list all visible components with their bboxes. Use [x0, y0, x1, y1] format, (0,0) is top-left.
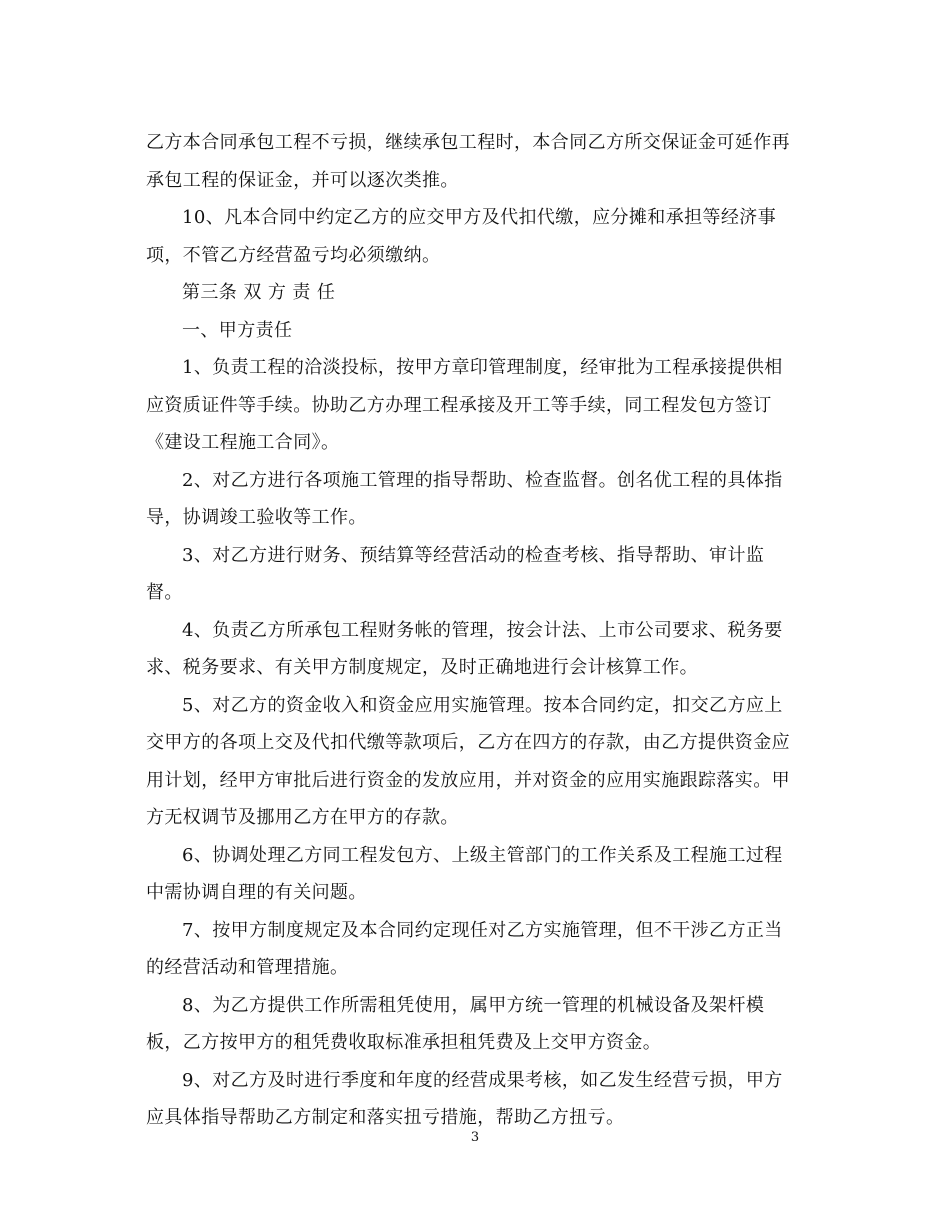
item-8-line: 8、为乙方提供工作所需租凭使用，属甲方统一管理的机械设备及架杆模	[182, 994, 765, 1016]
body-line: 方无权调节及挪用乙方在甲方的存款。	[146, 807, 459, 828]
body-line: 导，协调竣工验收等工作。	[146, 507, 367, 528]
body-line: 中需协调自理的有关问题。	[146, 882, 367, 903]
document-body	[146, 124, 806, 1137]
body-line: 应具体指导帮助乙方制定和落实扭亏措施，帮助乙方扭亏。	[146, 1107, 625, 1128]
item-6-line: 6、协调处理乙方同工程发包方、上级主管部门的工作关系及工程施工过程	[182, 844, 783, 866]
body-line: 的经营活动和管理措施。	[146, 957, 349, 978]
clause-10-line: 10、凡本合同中约定乙方的应交甲方及代扣代缴，应分摊和承担等经济事	[182, 207, 777, 228]
item-4-line: 4、负责乙方所承包工程财务帐的管理，按会计法、上市公司要求、税务要	[182, 619, 783, 641]
body-line: 《建设工程施工合同》。	[146, 432, 340, 453]
body-line: 应资质证件等手续。协助乙方办理工程承接及开工等手续，同工程发包方签订	[146, 394, 772, 416]
section-heading: 第三条 双 方 责 任	[182, 282, 336, 303]
subsection-heading: 一、甲方责任	[182, 319, 293, 341]
body-line: 督。	[146, 582, 183, 603]
item-7-line: 7、按甲方制度规定及本合同约定现任对乙方实施管理，但不干涉乙方正当	[182, 919, 783, 941]
item-3-line: 3、对乙方进行财务、预结算等经营活动的检查考核、指导帮助、审计监	[182, 544, 765, 566]
item-5-line: 5、对乙方的资金收入和资金应用实施管理。按本合同约定，扣交乙方应上	[182, 694, 783, 716]
body-line: 乙方本合同承包工程不亏损，继续承包工程时，本合同乙方所交保证金可延作再	[146, 132, 790, 153]
body-line: 用计划，经甲方审批后进行资金的发放应用，并对资金的应用实施跟踪落实。甲	[146, 769, 790, 791]
body-line: 求、税务要求、有关甲方制度规定，及时正确地进行会计核算工作。	[146, 657, 698, 678]
item-2-line: 2、对乙方进行各项施工管理的指导帮助、检查监督。创名优工程的具体指	[182, 469, 783, 491]
item-9-line: 9、对乙方及时进行季度和年度的经营成果考核，如乙发生经营亏损，甲方	[182, 1069, 783, 1091]
body-line: 板，乙方按甲方的租凭费收取标准承担租凭费及上交甲方资金。	[146, 1032, 662, 1053]
body-line: 项，不管乙方经营盈亏均必须缴纳。	[146, 244, 441, 266]
body-line: 交甲方的各项上交及代扣代缴等款项后，乙方在四方的存款，由乙方提供资金应	[146, 732, 790, 753]
item-1-line: 1、负责工程的洽淡投标，按甲方章印管理制度，经审批为工程承接提供相	[182, 357, 783, 378]
page-number: 3	[470, 1130, 480, 1145]
body-line: 承包工程的保证金，并可以逐次类推。	[146, 169, 459, 191]
